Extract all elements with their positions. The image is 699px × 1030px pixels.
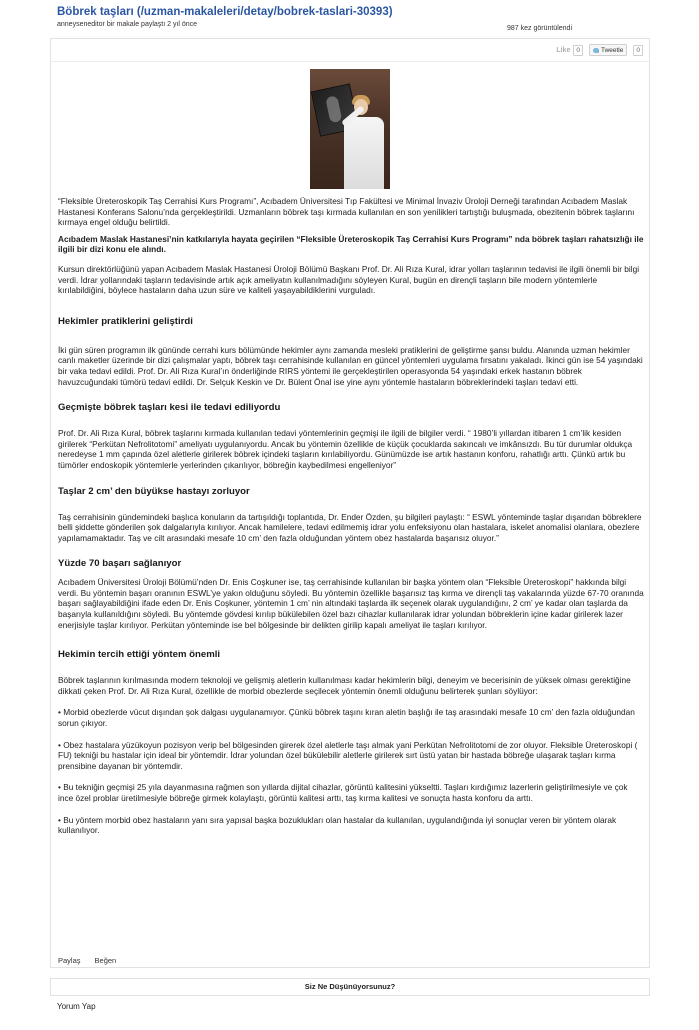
article-card xyxy=(50,38,650,968)
paragraph: Taş cerrahisinin gündemindeki başlıca konuların da tartışıldığı toplantıda, Dr. Ender Özden, şu bilgileri paylaştı: “ ESWL yönteminde taşlar dışarıdan böbreklere belli şiddette gönderilen şok dalgalarıyla kırılıyor. Ancak hamilelere, tedavi edilmemiş idrar yolu enfeksiyonu olan hastalara, iskelet anomalisi olanlara, obezlere yapılamamaktadır. Taş ve cilt arasındaki mesafe 10 cm’ den fazla olduğundan yöntem obez hastalarda başarısız oluyor.” xyxy=(58,511,642,543)
like-link[interactable]: Beğen xyxy=(94,956,117,965)
like-label: Like xyxy=(556,46,571,54)
section-heading: Geçmişte böbrek taşları kesi ile tedavi ediliyordu xyxy=(58,402,281,414)
tweet-count: 0 xyxy=(633,45,643,56)
twitter-bird-icon xyxy=(593,48,599,53)
share-link[interactable]: Paylaş xyxy=(58,956,81,965)
section-heading: Hekimler pratiklerini geliştirdi xyxy=(58,315,193,327)
tweet-button[interactable] xyxy=(589,44,627,56)
social-buttons xyxy=(556,43,643,57)
section-heading: Hekimin tercih ettiği yöntem önemli xyxy=(58,649,221,661)
comments-header: Siz Ne Düşünüyorsunuz? xyxy=(50,978,650,996)
author-meta: anneyseneditor bir makale paylaştı 2 yıl önce xyxy=(57,21,198,28)
paragraph: Prof. Dr. Ali Rıza Kural, böbrek taşlarını kırmada kullanılan tedavi yöntemlerinin geçmişi ile ilgili de bilgiler verdi. “ 1980’li yıllardan itibaren 1 cm’lik kesiden girilerek “Perkütan Nefrolitotomi” ameliyatı uygulanıyordu. Ancak bu yöntemin özellikle de küçük çocuklarda sakıncalı ve imkânsızdı. Bu tür durumlar oldukça neredeyse 1 mm çapında özel aletlerle girilerek böbrek içindeki taşların kırılabiliyordu. Günümüzde ise artık hastanın konforu, rahatlığı arttı. Çünkü artık bu tümörler endoskopik yöntemlerle yerlerinden çıkarılıyor, böbreğin kaybedilmesi engelleniyor” xyxy=(58,428,633,470)
facebook-like-button[interactable] xyxy=(556,45,583,56)
write-comment-link[interactable]: Yorum Yap xyxy=(57,1002,96,1011)
article-header xyxy=(57,6,647,32)
bullet-item: • Bu yöntem morbid obez hastaların yanı sıra yapısal başka bozuklukları olan hastalar da kullanılan, uygulandığında iyi sonuçlar veren bir yöntem olarak kullanılıyor. xyxy=(58,814,617,836)
bullet-item: • Bu tekniğin geçmişi 25 yıla dayanmasına rağmen son yıllarda dijital cihazlar, görüntü kalitesini yükseltti. Taşları kırdığımız lazerlerin geliştirilmesiyle ve çok ince özel problar üretilmesiyle böbreğe girmek kolaylaştı, görüntü kalitesi arttı, taş kırma kalitesi ve sonuçta hasta konforu da arttı. xyxy=(58,782,628,803)
bullet-item: • Obez hastalara yüzükoyun pozisyon verip bel bölgesinden girerek özel aletlerle taşı almak yani Perkütan Nefrolitotomi de zor oluyor. Fleksible Üreteroskopi ( FU) tekniği bu hastalar için ideal bir yöntemdir. İdrar yolundan özel bükülebilir aletlerle girilerek sırt üstü yatan bir hastada böbreğe ulaşarak taşları kırma prensibine dayanan bir yöntemdir. xyxy=(58,739,638,771)
article-body xyxy=(58,196,644,836)
section-heading: Yüzde 70 başarı sağlanıyor xyxy=(58,558,182,570)
tweet-label: Tweetle xyxy=(600,46,624,54)
bullet-item: • Morbid obezlerde vücut dışından şok dalgası uygulanamıyor. Çünkü böbrek taşını kıran aletin başlığı ile taş arasındaki mesafe 10 cm’ den fazla olduğundan sorun çıkıyor. xyxy=(58,707,635,729)
like-count: 0 xyxy=(573,45,583,56)
doctor-coat xyxy=(344,117,384,189)
section-heading: Taşlar 2 cm’ den büyükse hastayı zorluyor xyxy=(58,485,250,497)
paragraph: İki gün süren programın ilk gününde cerrahi kurs bölümünde hekimler aynı zamanda mesleki pratiklerini de geliştirme şansı buldu. Alanında uzman hekimler canlı maketler üzerinde bir dizi çalışmalar yaptı, böbrek taşı cerrahisinde kullanılan en güncel yöntemleri uygulama fırsatını yakaladı. İkinci gün ise 54 yaşındaki bir vaka tedavi edildi. Prof. Dr. Ali Rıza Kural’ın önderliğinde RIRS yöntemi ile gerçekleştirilen operasyonda 54 yaşındaki erkek hastanın böbrek havuzcuğundaki tümörü tedavi edildi. Dr. Selçuk Keskin ve Dr. Bülent Önal ise yine aynı yöntemle hastaların böbreklerindeki taşları tedavi etti. xyxy=(58,344,643,387)
paragraph: Böbrek taşlarının kırılmasında modern teknoloji ve gelişmiş aletlerin kullanılması kadar hekimlerin bilgi, deneyim ve becerisinin de yüksek olması gerektiğine dikkati çeken Prof. Dr. Ali Rıza Kural, özellikle de morbid obezlerde seçilecek yöntemin önemli olduğunu belirterek şunları söylüyor: xyxy=(58,675,631,696)
intro-paragraph: “Fleksible Üreteroskopik Taş Cerrahisi Kurs Programı”, Acıbadem Üniversitesi Tıp Fakültesi ve Minimal İnvaziv Üroloji Derneği tarafından Acıbadem Maslak Hastanesi Konferans Salonu’nda gerçekleştirildi. Uzmanların böbrek taşı kırmada kullanılan en son yenilikleri tartıştığı buluşmada, obezitenin böbrek taşlarını kırmaya engel olduğu belirtildi. xyxy=(58,196,635,228)
divider xyxy=(51,61,649,62)
article-actions xyxy=(58,956,116,965)
paragraph: Kursun direktörlüğünü yapan Acıbadem Maslak Hastanesi Üroloji Bölümü Başkanı Prof. Dr. Ali Rıza Kural, idrar yolları taşlarının tedavisi ile ilgili önemli bir bilgi verdi. İdrar yollarındaki taşların tedavisinde artık açık ameliyatın kullanılmadığını söyleyen Kural, bugün en dirençli taşların bile modern yöntemlerle kırılabildiğini, böylece hastaların daha uzun süre ve kaliteli yaşayabildiklerini vurguladı. xyxy=(58,263,640,296)
article-image xyxy=(310,69,390,189)
paragraph: Acıbadem Üniversitesi Üroloji Bölümü’nden Dr. Enis Coşkuner ise, taş cerrahisinde kullanılan bir başka yöntem olan “Fleksible Üreteroskopi” hakkında bilgi verdi. Bu yöntemin başarı oranının ESWL’ye yakın olduğunu söyledi. Bu yöntemin özellikle başarısız taş kırma ve dirençli taş vakalarında yüzde 67-70 oranında başarı sağlayabildiğini ifade eden Dr. Enis Coşkuner, yöntemin 1 cm’ nin altındaki taşlarda ilk seçenek olarak uygulandığını, 2 cm’ ye kadar olan taşlarda da başarıyla kullanıldığını söyledi. Bu yöntemde gövdesi kırılıp bükülebilen özel bazı cihazlar kullanılarak idrar yolundan böbreklerin içine kadar girilerek lazer enerjisiyle taşlar kırılıyor. Perkütan yönteminde ise bel bölgesinde bir delikten girilip kapalı ameliyat ile taşları kırılıyor. xyxy=(58,577,644,630)
article-title-link[interactable]: Böbrek taşları (/uzman-makaleleri/detay/bobrek-taslari-30393) xyxy=(57,6,393,18)
lead-paragraph: Acıbadem Maslak Hastanesi’nin katkılarıyla hayata geçirilen “Fleksible Üreteroskopik Taş Cerrahisi Kurs Programı” nda böbrek taşları rahatsızlığı ile ilgili bir dizi konu ele alındı. xyxy=(58,233,644,255)
view-count: 987 kez görüntülendi xyxy=(507,25,572,32)
